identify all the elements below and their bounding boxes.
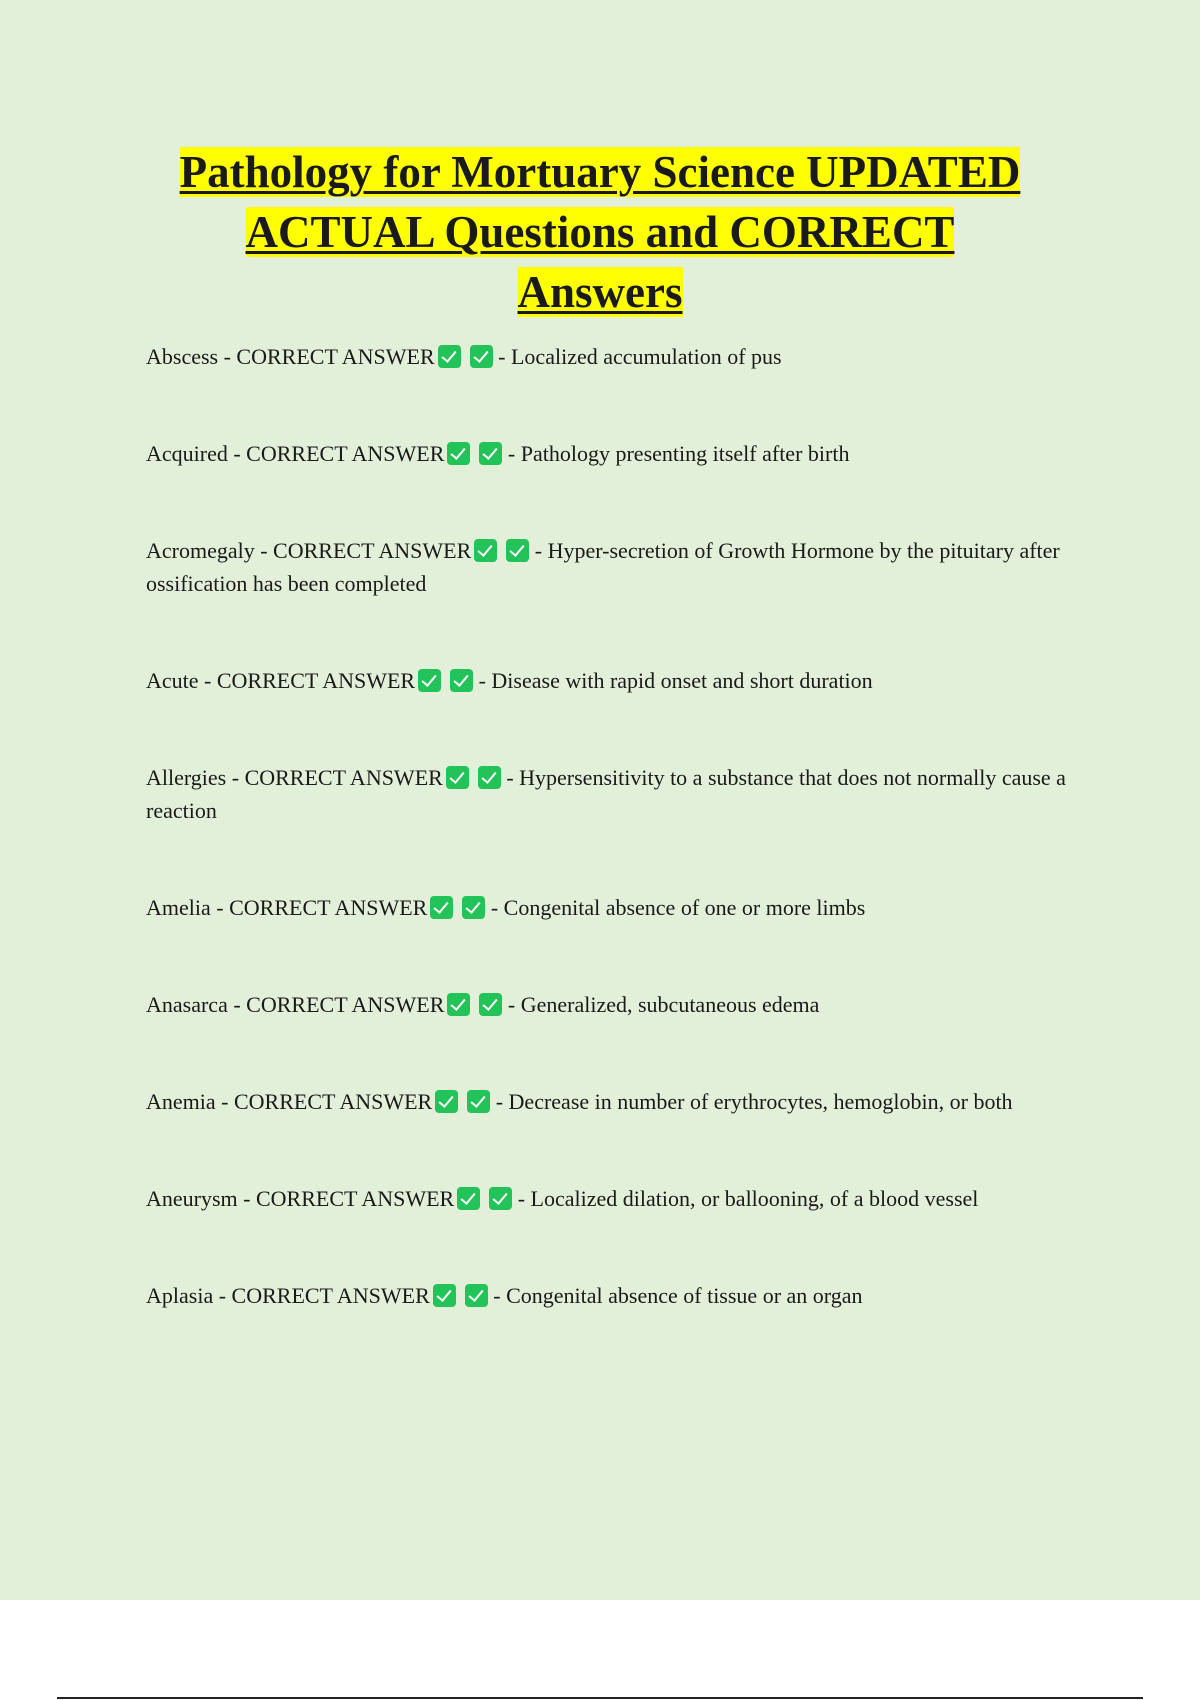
entry-definition: - Disease with rapid onset and short duration xyxy=(478,668,873,693)
check-mark-icon xyxy=(450,669,473,692)
check-mark-icon xyxy=(465,1284,488,1307)
qa-entry xyxy=(146,437,1086,470)
check-mark-icon xyxy=(418,669,441,692)
entry-term: Anemia xyxy=(146,1089,216,1114)
check-mark-icon xyxy=(447,993,470,1016)
check-mark-icon xyxy=(447,442,470,465)
title-line-1: Pathology for Mortuary Science UPDATED xyxy=(179,147,1021,197)
qa-entry xyxy=(146,664,1086,697)
check-mark-icon xyxy=(479,993,502,1016)
correct-answer-label: - CORRECT ANSWER xyxy=(204,668,416,693)
check-mark-icon xyxy=(479,442,502,465)
entry-definition: - Localized dilation, or ballooning, of a blood vessel xyxy=(517,1186,979,1211)
check-mark-icon xyxy=(467,1090,490,1113)
correct-answer-label: - CORRECT ANSWER xyxy=(233,441,445,466)
entry-term: Acromegaly xyxy=(146,538,255,563)
entry-definition: - Congenital absence of tissue or an organ xyxy=(493,1283,863,1308)
entry-term: Allergies xyxy=(146,765,227,790)
qa-entry xyxy=(146,761,1086,827)
entry-definition: - Pathology presenting itself after birth xyxy=(507,441,850,466)
entry-term: Anasarca xyxy=(146,992,228,1017)
check-mark-icon xyxy=(435,1090,458,1113)
correct-answer-label: - CORRECT ANSWER xyxy=(218,1283,430,1308)
entry-term: Aneurysm xyxy=(146,1186,238,1211)
correct-answer-label: - CORRECT ANSWER xyxy=(221,1089,433,1114)
check-mark-icon xyxy=(433,1284,456,1307)
entry-term: Aplasia xyxy=(146,1283,214,1308)
qa-entry-list xyxy=(146,340,1086,1376)
qa-entry xyxy=(146,1182,1086,1215)
entry-definition: - Decrease in number of erythrocytes, hemoglobin, or both xyxy=(495,1089,1013,1114)
title-line-3: Answers xyxy=(517,267,683,317)
check-mark-icon xyxy=(446,766,469,789)
qa-entry xyxy=(146,340,1086,373)
correct-answer-label: - CORRECT ANSWER xyxy=(260,538,472,563)
correct-answer-label: - CORRECT ANSWER xyxy=(223,344,435,369)
title-line-2: ACTUAL Questions and CORRECT xyxy=(245,207,955,257)
correct-answer-label: - CORRECT ANSWER xyxy=(231,765,443,790)
qa-entry xyxy=(146,1279,1086,1312)
correct-answer-label: - CORRECT ANSWER xyxy=(233,992,445,1017)
entry-term: Amelia xyxy=(146,895,211,920)
check-mark-icon xyxy=(506,539,529,562)
qa-entry xyxy=(146,1085,1086,1118)
qa-entry xyxy=(146,988,1086,1021)
correct-answer-label: - CORRECT ANSWER xyxy=(216,895,428,920)
document-title xyxy=(100,142,1100,322)
entry-definition: - Generalized, subcutaneous edema xyxy=(507,992,820,1017)
correct-answer-label: - CORRECT ANSWER xyxy=(243,1186,455,1211)
entry-definition: - Hyper-secretion of Growth Hormone by the pituitary after ossification has been completed xyxy=(146,538,1060,596)
entry-term: Acute xyxy=(146,668,199,693)
entry-definition: - Hypersensitivity to a substance that does not normally cause a reaction xyxy=(146,765,1066,823)
entry-definition: - Congenital absence of one or more limbs xyxy=(490,895,866,920)
check-mark-icon xyxy=(470,345,493,368)
check-mark-icon xyxy=(430,896,453,919)
check-mark-icon xyxy=(474,539,497,562)
entry-term: Abscess xyxy=(146,344,219,369)
qa-entry xyxy=(146,891,1086,924)
footer-divider xyxy=(57,1697,1143,1699)
check-mark-icon xyxy=(438,345,461,368)
check-mark-icon xyxy=(457,1187,480,1210)
check-mark-icon xyxy=(478,766,501,789)
entry-definition: - Localized accumulation of pus xyxy=(498,344,782,369)
entry-term: Acquired xyxy=(146,441,228,466)
check-mark-icon xyxy=(489,1187,512,1210)
check-mark-icon xyxy=(462,896,485,919)
qa-entry xyxy=(146,534,1086,600)
